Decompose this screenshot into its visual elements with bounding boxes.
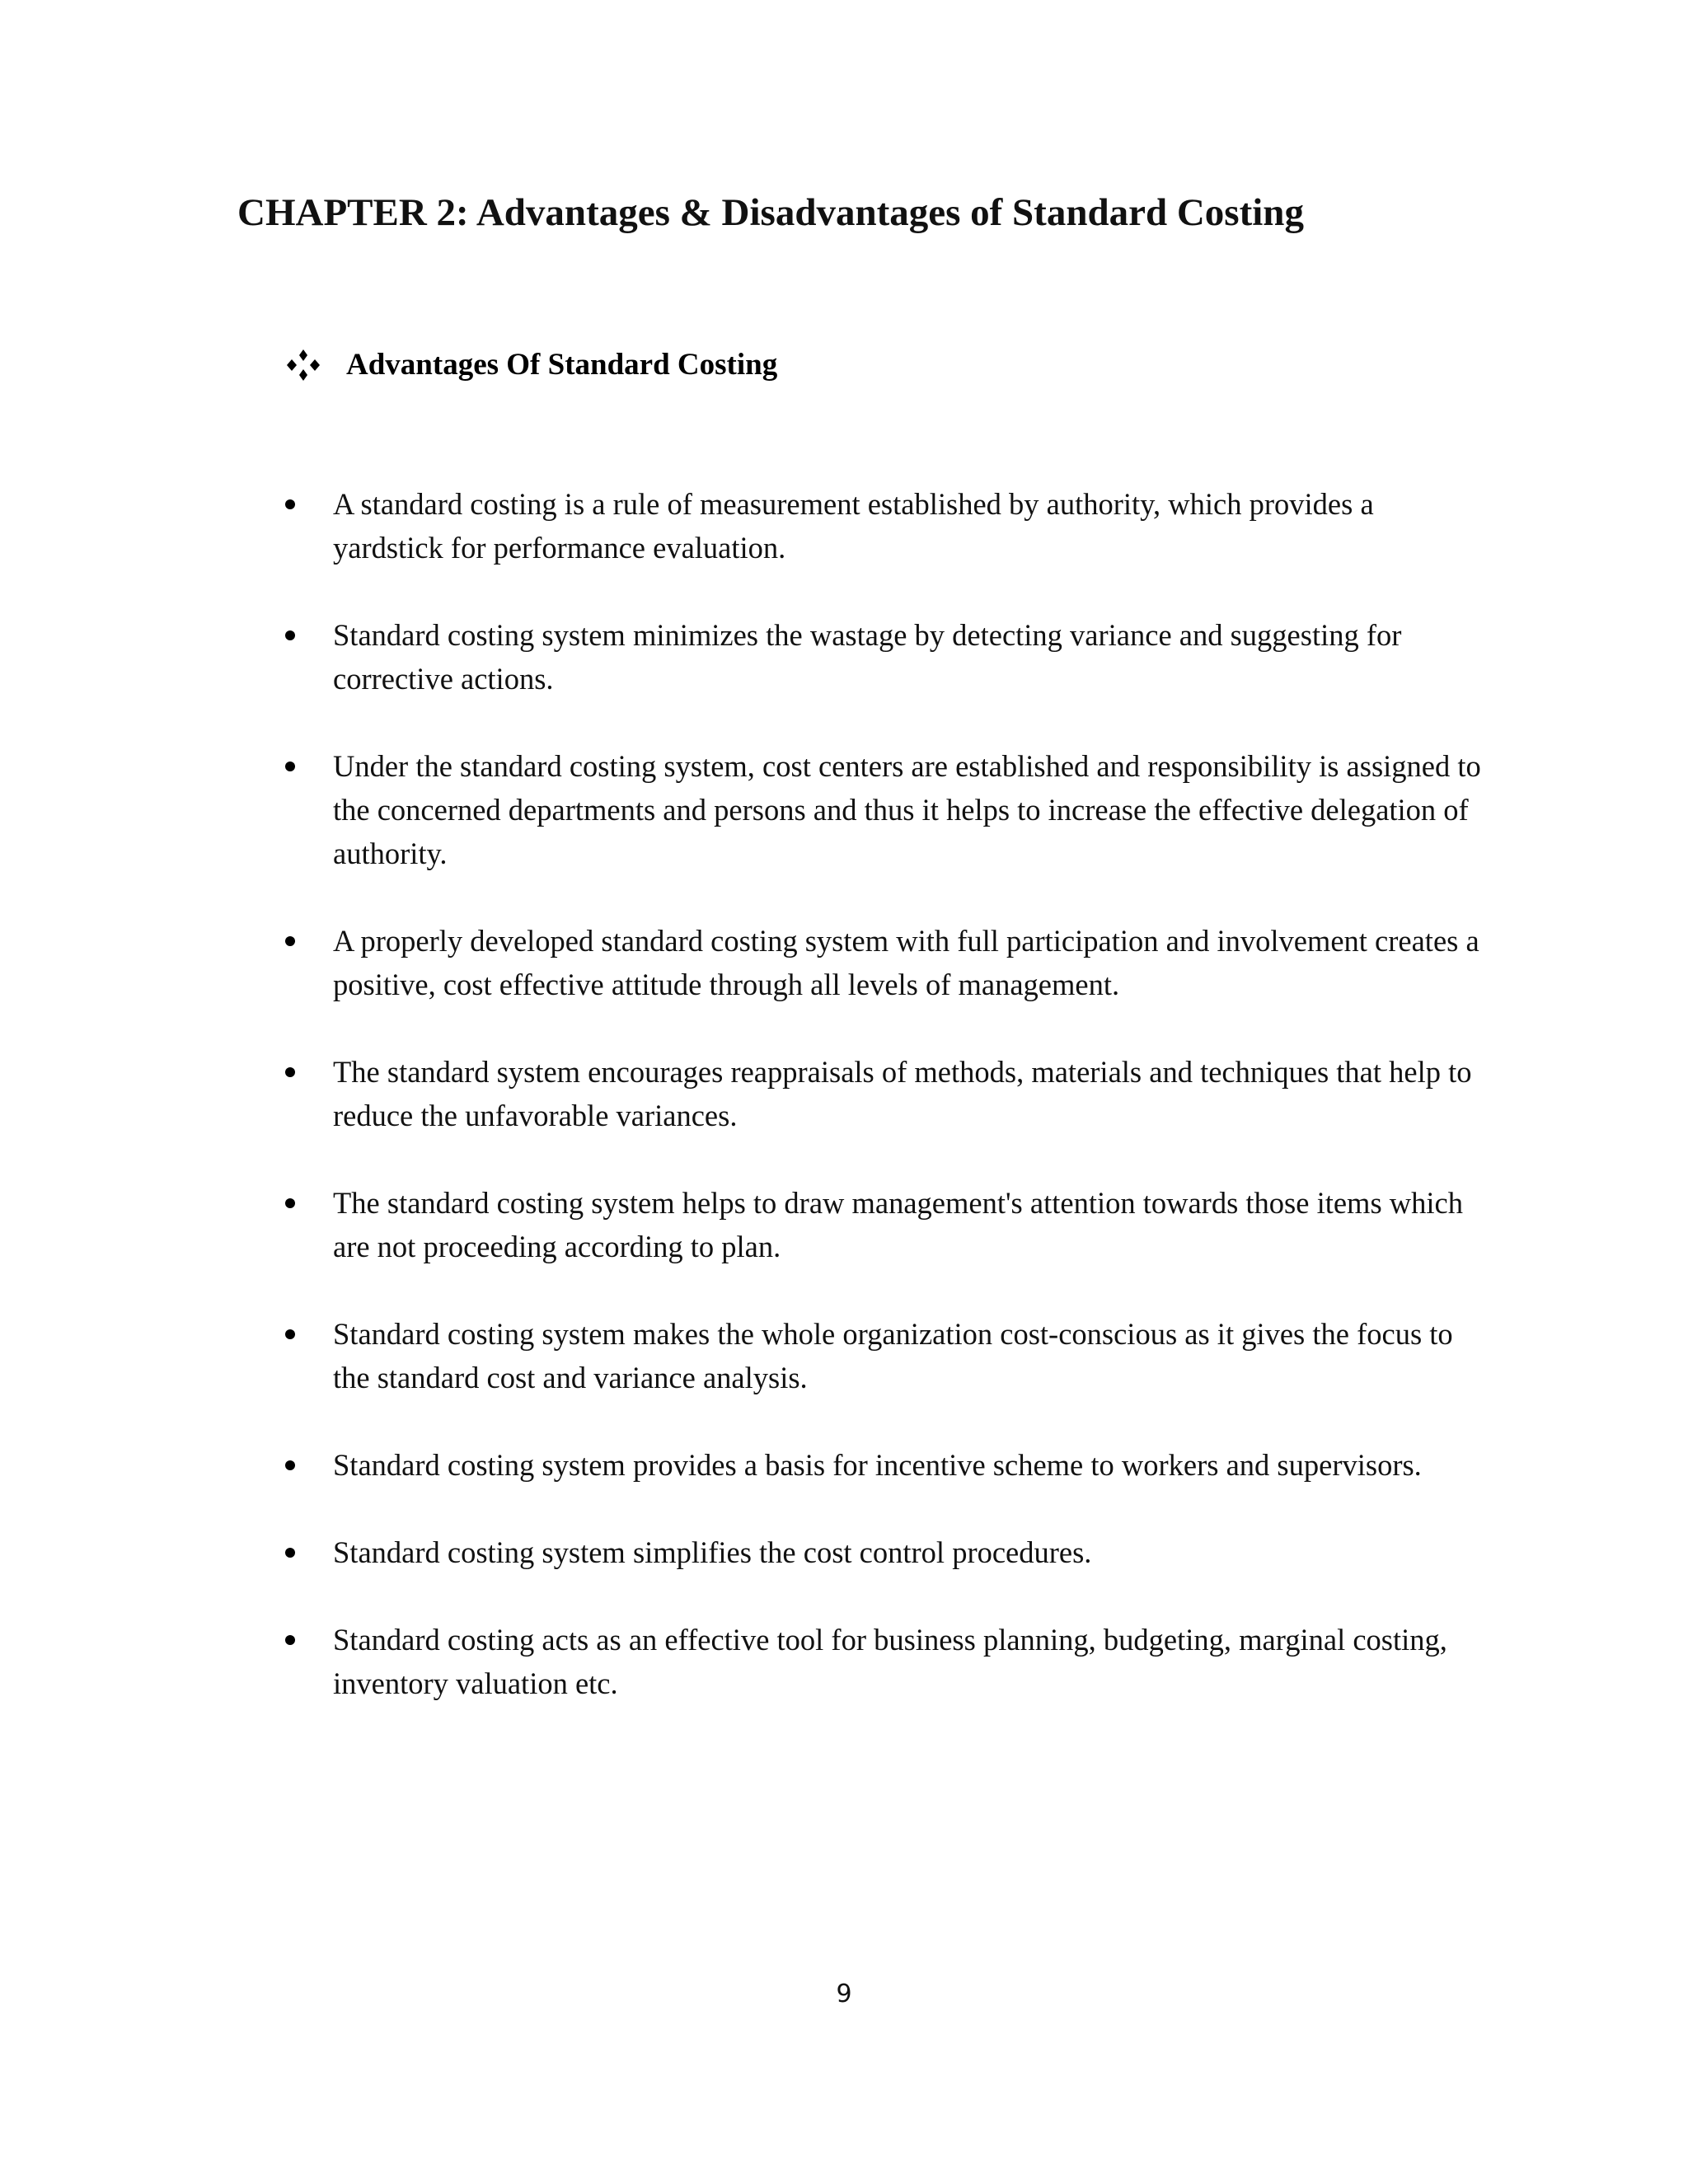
- list-item: [280, 1050, 1484, 1137]
- bullet-dot-icon: [285, 936, 295, 946]
- list-item-text: Standard costing acts as an effective tool for business planning, budgeting, marginal costing, inventory valuation etc.: [333, 1623, 1447, 1700]
- list-item: [280, 1312, 1484, 1399]
- bullet-dot-icon: [285, 630, 295, 640]
- list-item: [280, 1530, 1484, 1574]
- list-item: [280, 744, 1484, 875]
- list-item-text: Standard costing system simplifies the cost control procedures.: [333, 1535, 1092, 1569]
- bullet-dot-icon: [285, 1067, 295, 1077]
- list-item-text: Standard costing system minimizes the wastage by detecting variance and suggesting for corrective actions.: [333, 618, 1402, 696]
- bullet-dot-icon: [285, 1635, 295, 1645]
- list-item-text: A properly developed standard costing system with full participation and involvement creates a positive, cost effective attitude through all levels of management.: [333, 924, 1479, 1001]
- list-item: [280, 1618, 1484, 1705]
- list-item: [280, 1181, 1484, 1268]
- section-heading: [284, 344, 777, 386]
- list-item-text: The standard costing system helps to draw management's attention towards those items which are not proceeding according to plan.: [333, 1186, 1463, 1263]
- list-item-text: A standard costing is a rule of measurement established by authority, which provides a yardstick for performance evaluation.: [333, 487, 1374, 565]
- list-item: [280, 482, 1484, 569]
- chapter-title: CHAPTER 2: Advantages & Disadvantages of Standard Costing: [237, 191, 1304, 234]
- bullet-dot-icon: [285, 762, 295, 771]
- bullet-dot-icon: [285, 1460, 295, 1470]
- page-number: 9: [836, 1980, 852, 2008]
- bullet-dot-icon: [285, 499, 295, 509]
- list-item-text: Standard costing system makes the whole organization cost-conscious as it gives the focus to the standard cost and variance analysis.: [333, 1317, 1453, 1394]
- list-item-text: Standard costing system provides a basis for incentive scheme to workers and supervisors.: [333, 1448, 1422, 1482]
- advantages-list: [280, 482, 1484, 1749]
- list-item-text: The standard system encourages reappraisals of methods, materials and techniques that help to reduce the unfavorable variances.: [333, 1055, 1472, 1132]
- list-item: [280, 613, 1484, 701]
- section-heading-text: Advantages Of Standard Costing: [346, 348, 778, 382]
- list-item: [280, 1443, 1484, 1487]
- bullet-dot-icon: [285, 1548, 295, 1558]
- list-item: [280, 919, 1484, 1006]
- list-item-text: Under the standard costing system, cost centers are established and responsibility is assigned to the concerned departments and persons and thus it helps to increase the effective delegation of authority.: [333, 749, 1481, 870]
- bullet-dot-icon: [285, 1198, 295, 1208]
- bullet-dot-icon: [285, 1329, 295, 1339]
- four-diamond-bullet-icon: [284, 349, 323, 382]
